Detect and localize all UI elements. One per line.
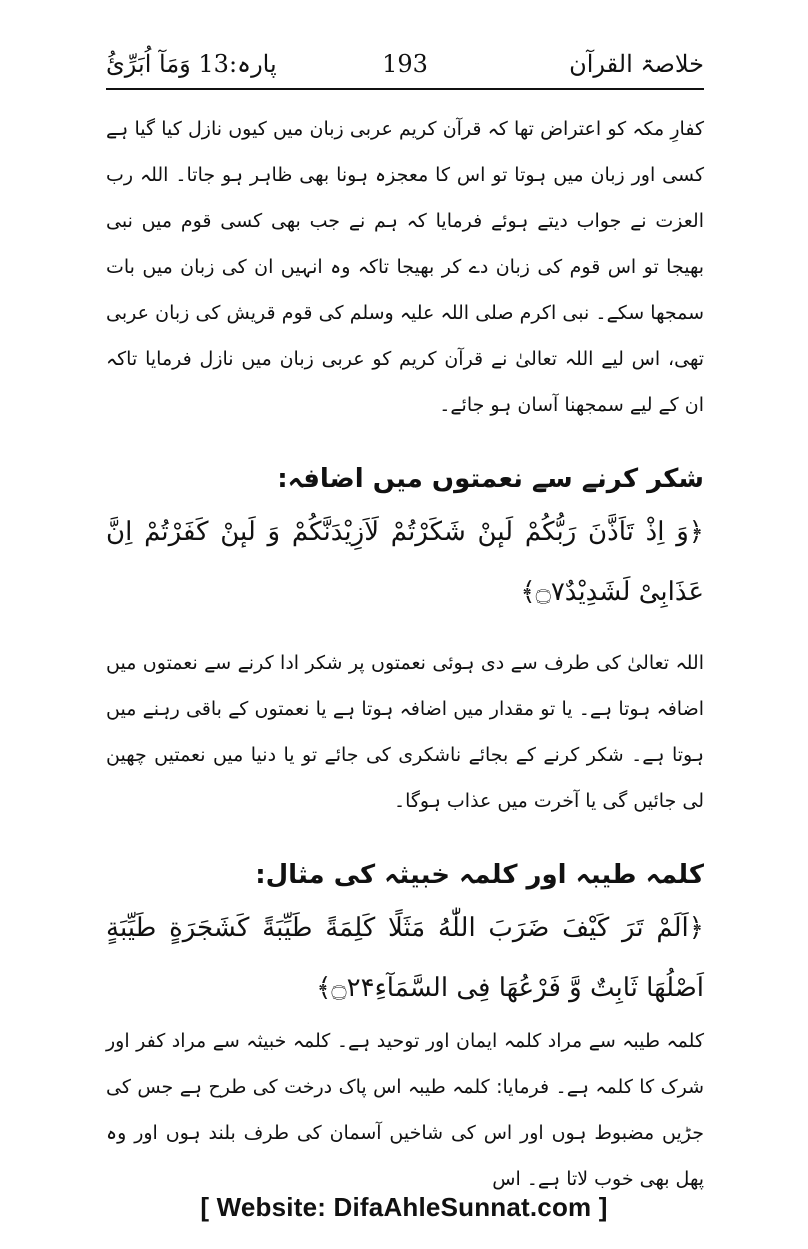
book-title: خلاصۃ القرآن [569,50,704,78]
quran-verse-gratitude: ﴿وَ اِذْ تَاَذَّنَ رَبُّكُمْ لَىٕنْ شَكَرْتُمْ لَاَزِیْدَنَّكُمْ وَ لَىٕنْ كَفَرْتُمْ اِنَّ عَذَابِیْ لَشَدِیْدٌ۝۷﴾ [106,517,704,607]
page-number: 193 [382,50,428,78]
page-content [106,106,704,1202]
paragraph-intro: کفارِ مکہ کو اعتراض تھا کہ قرآن کریم عربی زبان میں کیوں نازل کیا گیا ہے کسی اور زبان میں ہوتا تو اس کا معجزہ ہونا بھی ظاہر ہو جاتا۔ اللہ رب العزت نے جواب دیتے ہوئے فرمایا کہ ہم نے جب بھی کسی قوم میں نبی بھیجا تو اس قوم کی زبان دے کر بھیجا تاکہ وہ انہیں ان کی زبان میں بات سمجھا سکے۔ نبی اکرم صلی اللہ علیہ وسلم کی قوم قریش کی زبان عربی تھی، اس لیے اللہ تعالیٰ نے قرآن کریم کو عربی زبان میں نازل فرمایا تاکہ ان کے لیے سمجھنا آسان ہو جائے۔ [106,118,704,416]
paragraph-parable: کلمہ طیبہ سے مراد کلمہ ایمان اور توحید ہے۔ کلمہ خبیثہ سے مراد کفر اور شرک کا کلمہ ہے۔ فرمایا: کلمہ طیبہ اس پاک درخت کی طرح ہے جس کی جڑیں مضبوط ہوں اور اس کی شاخیں آسمان کی طرف بلند ہوں اور وہ پھل بھی خوب لاتا ہے۔ اس [106,1030,704,1190]
section-heading-parable: کلمہ طیبہ اور کلمہ خبیثہ کی مثال: [255,860,704,890]
page-header [106,44,704,90]
section-heading-gratitude: شکر کرنے سے نعمتوں میں اضافہ: [277,464,704,494]
paragraph-gratitude: اللہ تعالیٰ کی طرف سے دی ہوئی نعمتوں پر شکر ادا کرنے سے نعمتوں میں اضافہ ہوتا ہے۔ یا تو مقدار میں اضافہ ہوتا ہے یا نعمتوں کے باقی رہنے میں ہوتا ہے۔ شکر کرنے کے بجائے ناشکری کی جائے تو یا دنیا میں نعمتیں چھین لی جائیں گی یا آخرت میں عذاب ہوگا۔ [106,652,704,812]
header-divider [106,88,704,90]
quran-verse-parable: ﴿اَلَمْ تَرَ كَیْفَ ضَرَبَ اللّٰهُ مَثَلًا كَلِمَةً طَیِّبَةً كَشَجَرَةٍ طَیِّبَةٍ اَصْلُهَا ثَابِتٌ وَّ فَرْعُهَا فِی السَّمَآءِ۝۲۴﴾ [106,913,704,1003]
website-footer: [ Website: DifaAhleSunnat.com ] [200,1192,608,1222]
para-label: پارہ:13 وَمَآ اُبَرِّیُٔ [106,50,277,78]
